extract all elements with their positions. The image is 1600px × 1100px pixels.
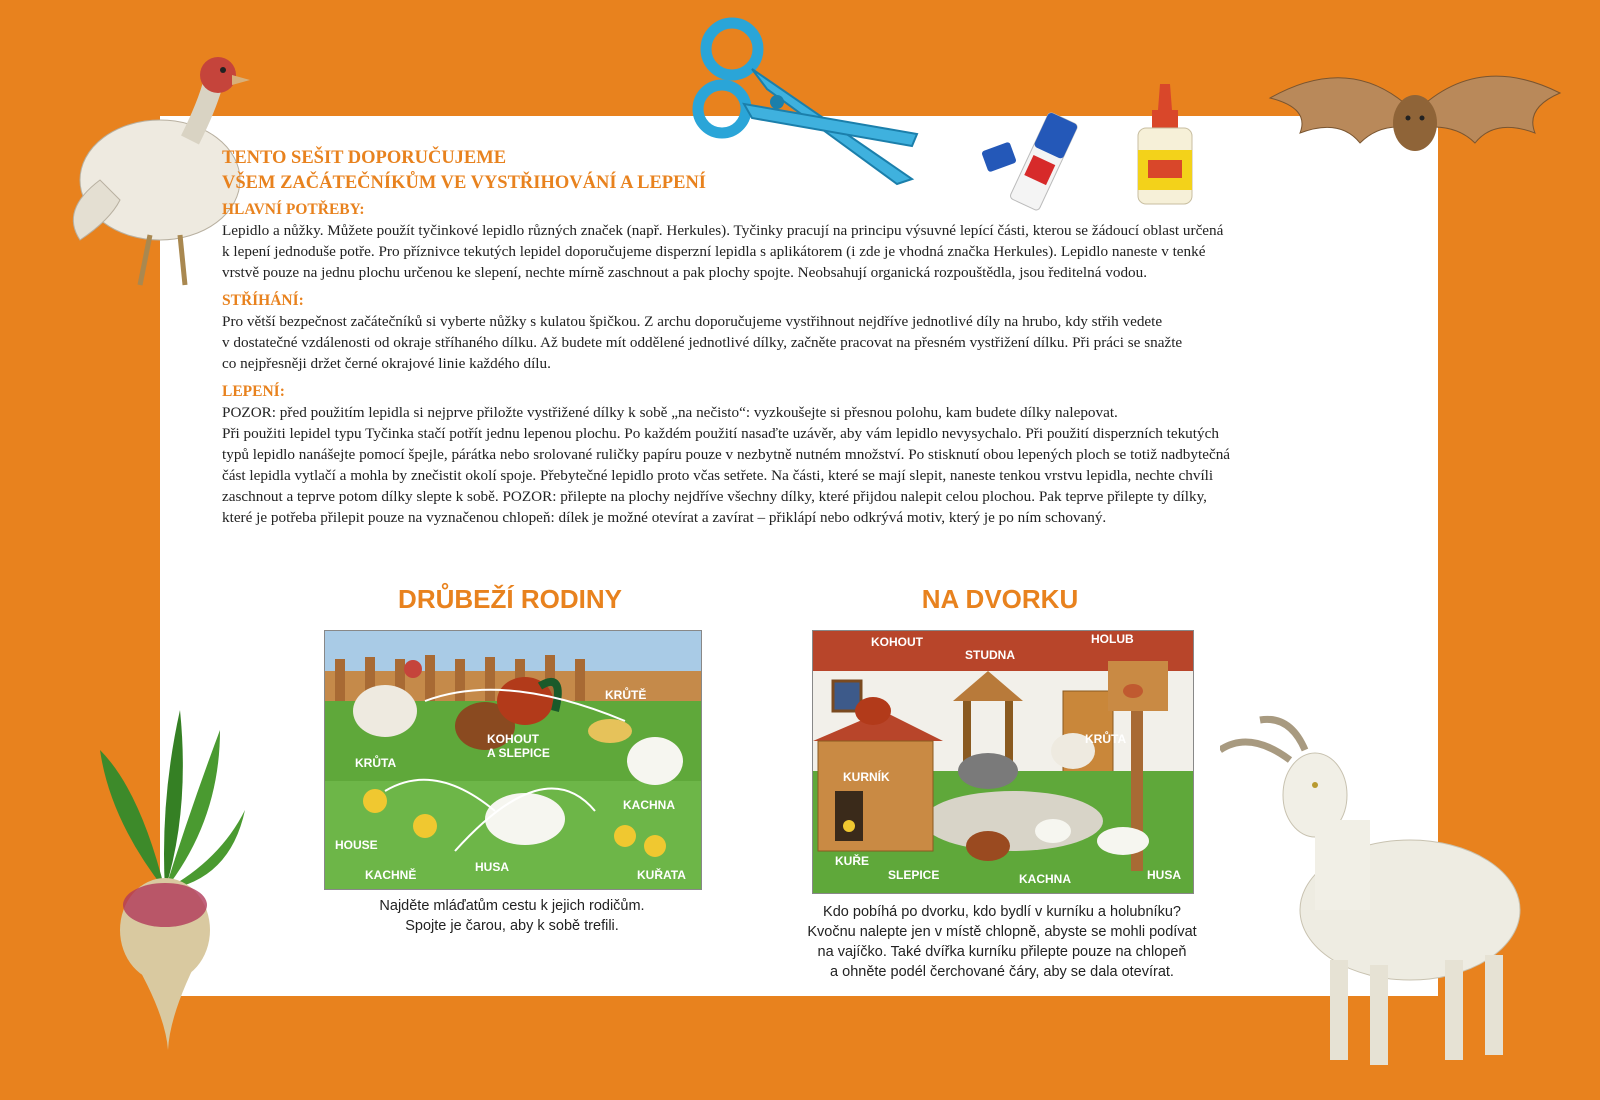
caption-line: Kdo pobíhá po dvorku, kdo bydlí v kurníku a holubníku? <box>823 904 1181 920</box>
section-heading-potreby: HLAVNÍ POTŘEBY: <box>222 201 365 218</box>
label-kachne: KACHNĚ <box>365 868 417 882</box>
label-a-slepice: A SLEPICE <box>487 746 550 760</box>
section-line: vrstvě pouze na jednu plochu určenou ke slepení, nechte mírně zaschnout a pak plochy spojte. Neobsahují organická rozpouštědla, jsou ředitelná vodou. <box>222 264 1148 281</box>
label-house: HOUSE <box>335 838 378 852</box>
section-line: Lepidlo a nůžky. Můžete použít tyčinkové lepidlo různých značek (např. Herkules). Tyčinky pracují na principu výsuvné lepící části, kterou se žádoucí oblast určená <box>222 222 1224 239</box>
section-line: POZOR: před použitím lepidla si nejprve přiložte vystřižené dílky k sobě „na nečisto“: vyzkoušejte si přesnou polohu, kam budete dílky nalepovat. <box>222 404 1118 421</box>
section-line: Pro větší bezpečnost začátečníků si vyberte nůžky s kulatou špičkou. Z archu doporučujeme vystřihnout nejdříve jednotlivé díly na hrubo, kdy střih vedete <box>222 313 1163 330</box>
label-kruta: KRŮTA <box>1085 732 1127 746</box>
section-line: zaschnout a teprve potom dílky slepte k sobě. POZOR: přilepte na plochy nejdříve všechny dílky, které přijdou nalepit celou plochou. Pak teprve přilepte ty dílky, <box>222 488 1207 505</box>
caption-line: na vajíčko. Také dvířka kurníku přilepte pouze na chlopeň <box>817 944 1187 960</box>
section-line: část lepidla vytlačí a mohla by znečistit okolí spoje. Přebytečné lepidlo proto včas setřete. Na části, které se mají slepit, naneste tenkou vrstvu lepidla, nechte chvíli <box>222 467 1214 484</box>
right-feature-title: NA DVORKU <box>921 584 1079 614</box>
poultry-families-picture <box>324 630 702 890</box>
label-krute: KRŮTĚ <box>605 688 647 702</box>
label-kachna: KACHNA <box>1019 872 1071 886</box>
section-line: Při použiti lepidel typu Tyčinka stačí potřít jednu lepenou plochu. Po každém použití nasaďte uzávěr, aby vám lepidlo nevysychalo. Při použití disperzních tekutých <box>222 425 1219 442</box>
intro-title-line2: VŠEM ZAČÁTEČNÍKŮM VE VYSTŘIHOVÁNÍ A LEPENÍ <box>222 173 706 193</box>
intro-title-line1: TENTO SEŠIT DOPORUČUJEME <box>222 148 507 168</box>
label-kohout: KOHOUT <box>871 635 923 649</box>
label-husa: HUSA <box>475 860 510 874</box>
label-kurnik: KURNÍK <box>843 770 890 784</box>
section-line: které je potřeba přilepit pouze na vyznačenou chlopeň: dílek je možné otevírat a zavírat – přiklápí nebo odkrývá motiv, který je po ním schovaný. <box>222 509 1107 526</box>
section-heading-strihani: STŘÍHÁNÍ: <box>222 292 304 309</box>
section-line: k lepení jednoduše potře. Pro příznivce tekutých lepidel doporučujeme disperzní lepidla s aplikátorem (i zde je vhodná značka Herkules). Lepidlo naneste v tenké <box>222 243 1206 260</box>
label-kure: KUŘE <box>835 854 870 868</box>
label-kachna: KACHNA <box>623 798 675 812</box>
instructions <box>222 146 1402 528</box>
right-feature-caption <box>770 902 1234 982</box>
caption-line: Kvočnu nalepte jen v místě chlopně, abyste se mohli podívat <box>807 924 1197 940</box>
goat-illustration <box>1220 710 1550 1080</box>
label-kohout: KOHOUT <box>487 732 539 746</box>
label-slepice: SLEPICE <box>888 868 940 882</box>
label-kruta: KRŮTA <box>355 756 397 770</box>
left-feature-caption <box>324 896 700 936</box>
label-studna: STUDNA <box>965 648 1015 662</box>
caption-line: Spojte je čarou, aby k sobě trefili. <box>405 918 619 934</box>
beet-illustration <box>70 690 250 1060</box>
section-line: typů lepidlo nanášejte pomocí špejle, párátka nebo srolované ruličky papíru pouze v nezbytně nutném množství. Po stisknutí obou lepených ploch se totiž nadbytečná <box>222 446 1231 463</box>
label-holub: HOLUB <box>1091 632 1134 646</box>
caption-line: a ohněte podél čerchované čáry, aby se dala otevírat. <box>830 964 1174 980</box>
label-husa: HUSA <box>1147 868 1182 882</box>
farmyard-picture <box>812 630 1194 894</box>
label-kurata: KUŘATA <box>637 868 686 882</box>
section-heading-lepeni: LEPENÍ: <box>222 383 285 400</box>
caption-line: Najděte mláďatům cestu k jejich rodičům. <box>379 898 645 914</box>
section-line: v dostatečné vzdálenosti od okraje stříhaného dílku. Až budete mít oddělené jednotlivé dílky, začněte pracovat na přesném vystřižení dílku. Při práci se snažte <box>222 334 1183 351</box>
section-line: co nejpřesněji držet černé okrajové linie každého dílu. <box>222 355 551 372</box>
left-feature-title: DRŮBEŽÍ RODINY <box>398 584 622 614</box>
